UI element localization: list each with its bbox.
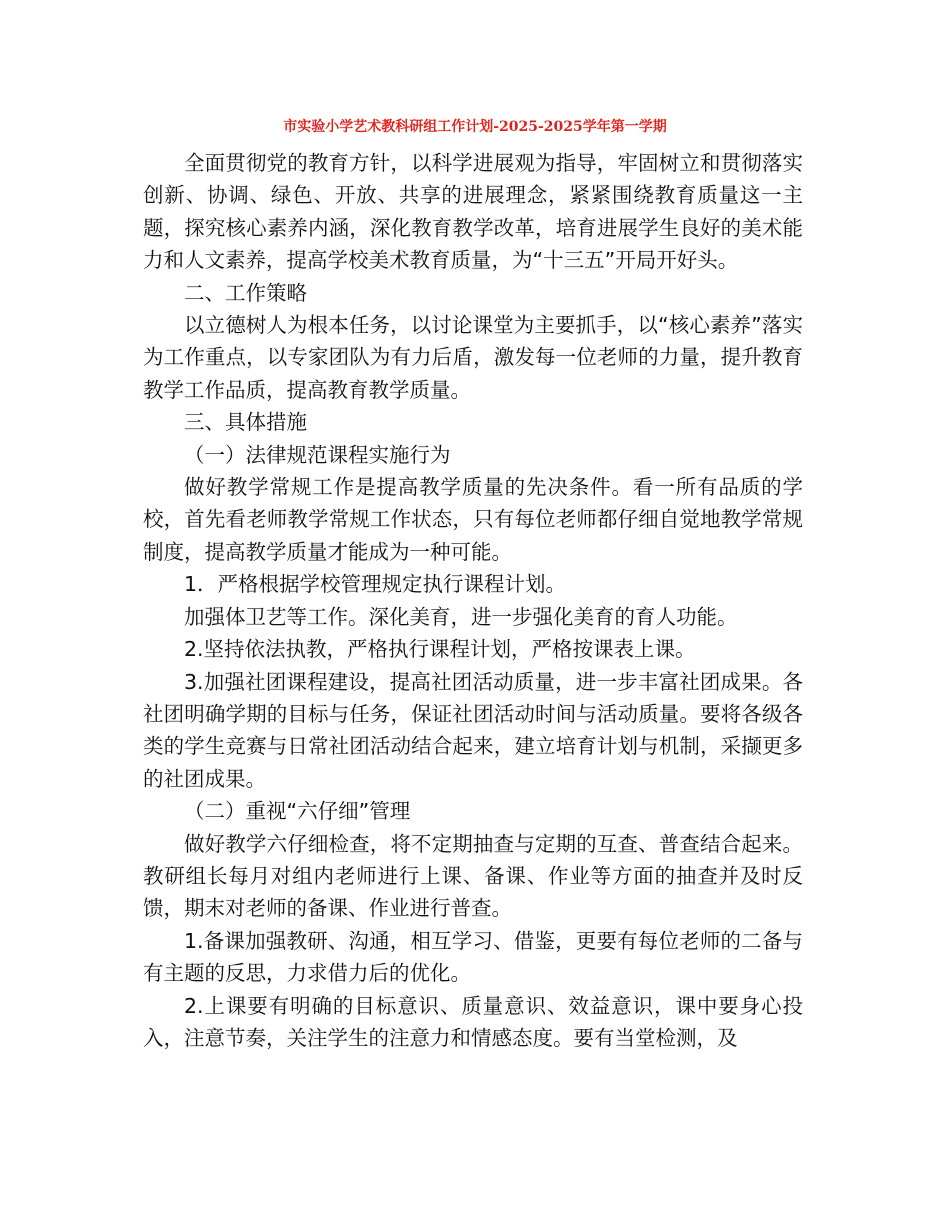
list-item-lesson-prep: 1.备课加强教研、沟通，相互学习、借鉴，更要有每位老师的二备与有主题的反思，力求借力后的优化。 (143, 928, 803, 986)
paragraph-intro: 全面贯彻党的教育方针，以科学进展观为指导，牢固树立和贯彻落实创新、协调、绿色、开放、共享的进展理念，紧紧围绕教育质量这一主题，探究核心素养内涵，深化教育教学改革，培育进展学生良好的美术能力和人文素养，提高学校美术教育质量，为“十三五”开局开好头。 (143, 151, 803, 273)
heading-work-strategy: 二、工作策略 (184, 280, 307, 305)
document-body (143, 147, 803, 1054)
list-item-3: 3.加强社团课程建设，提高社团活动质量，进一步丰富社团成果。各社团明确学期的目标与任务，保证社团活动时间与活动质量。要将各级各类的学生竞赛与日常社团活动结合起来，建立培育计划与机制，采撷更多的社团成果。 (143, 669, 803, 791)
list-item-2: 2.坚持依法执教，严格执行课程计划，严格按课表上课。 (184, 637, 696, 662)
paragraph-teaching-routine: 做好教学常规工作是提高教学质量的先决条件。看一所有品质的学校，首先看老师教学常规工作状态，只有每位老师都仔细自觉地教学常规制度，提高教学质量才能成为一种可能。 (143, 475, 803, 564)
paragraph-strategy: 以立德树人为根本任务，以讨论课堂为主要抓手，以“核心素养”落实为工作重点，以专家团队为有力后盾，激发每一位老师的力量，提升教育教学工作品质，提高教育教学质量。 (143, 313, 803, 402)
subheading-six-careful: （二）重视“六仔细”管理 (184, 799, 411, 824)
list-item-1: 1．严格根据学校管理规定执行课程计划。 (184, 572, 567, 597)
list-item-class-teaching: 2.上课要有明确的目标意识、质量意识、效益意识，课中要身心投入，注意节奏，关注学生的注意力和情感态度。要有当堂检测，及 (143, 993, 803, 1050)
heading-specific-measures: 三、具体措施 (184, 410, 307, 435)
paragraph-inspection: 做好教学六仔细检查，将不定期抽查与定期的互查、普查结合起来。教研组长每月对组内老师进行上课、备课、作业等方面的抽查并及时反馈，期末对老师的备课、作业进行普查。 (143, 831, 803, 921)
paragraph-aesthetic-education: 加强体卫艺等工作。深化美育，进一步强化美育的育人功能。 (184, 604, 738, 629)
subheading-course-implementation: （一）法律规范课程实施行为 (184, 442, 451, 467)
document-title: 市实验小学艺术教科研组工作计划-2025-2025学年第一学期 (283, 119, 667, 135)
